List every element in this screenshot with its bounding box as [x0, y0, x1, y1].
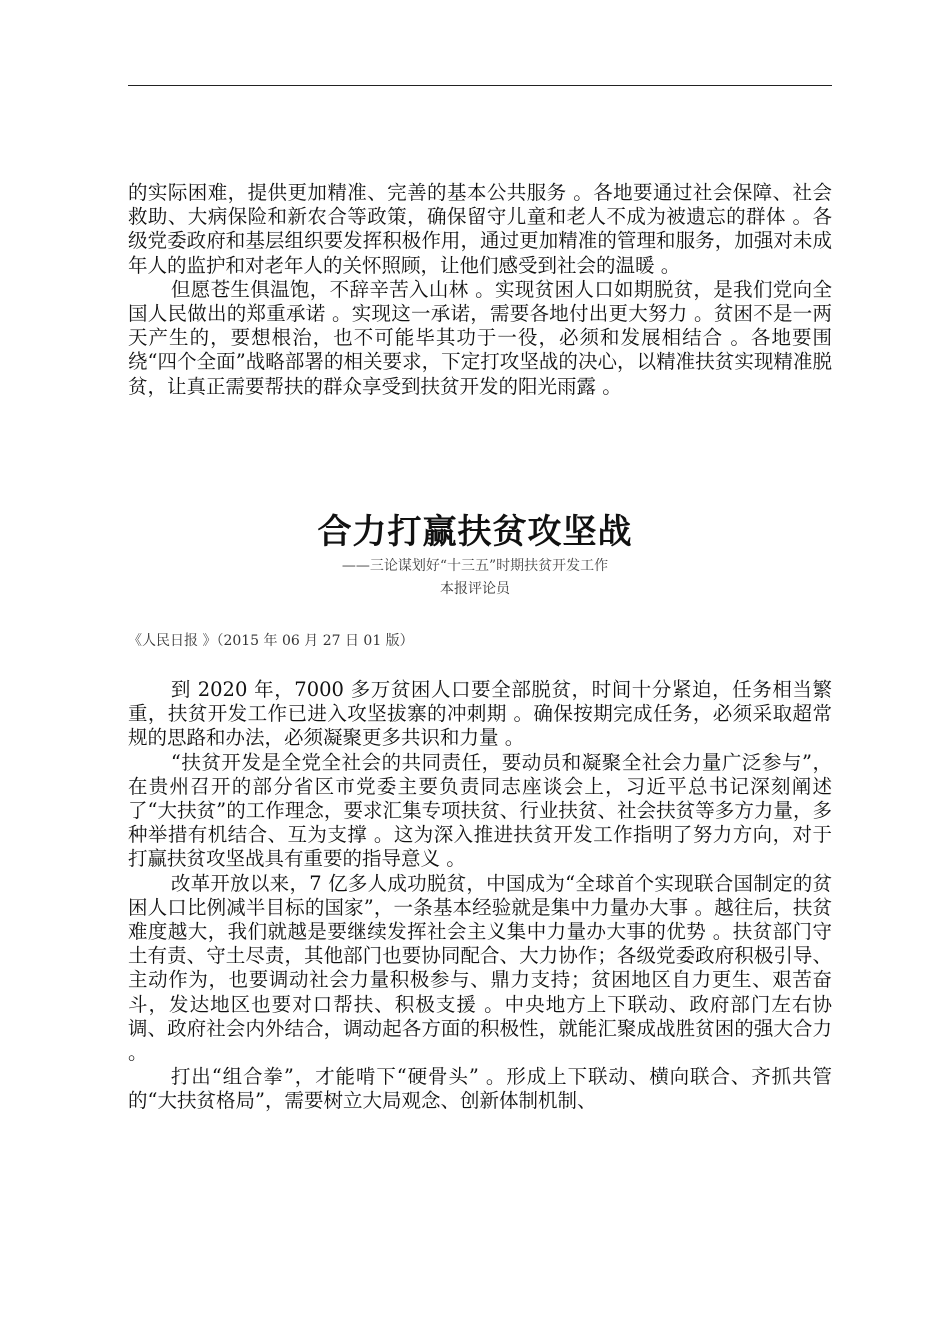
paragraph: 改革开放以来，7 亿多人成功脱贫，中国成为“全球首个实现联合国制定的贫困人口比例减半目标的国家”，一条基本经验就是集中力量办大事 。越往后，扶贫难度越大，我们就越是要继续发挥社会主义集中力量办大事的优势 。扶贫部门守土有责、守土尽责，其他部门也要协同配合、大力协作；各级党委政府积极引导、主动作为，也要调动社会力量积极参与、鼎力支持；贫困地区自力更生、艰苦奋斗，发达地区也要对口帮扶、积极支援 。中央地方上下联动、政府部门左右协调、政府社会内外结合，调动起各方面的积极性，就能汇聚成战胜贫困的强大合力 。 [128, 871, 832, 1065]
paragraph: 打出“组合拳”，才能啃下“硬骨头” 。形成上下联动、横向联合、齐抓共管的“大扶贫格局”，需要树立大局观念、创新体制机制、 [128, 1065, 832, 1113]
article-title: 合力打赢扶贫攻坚战 [317, 512, 633, 552]
header-rule [128, 85, 832, 86]
article-source: 《人民日报 》（2015 年 06 月 27 日 01 版） [128, 633, 414, 649]
continued-text-block [128, 181, 832, 399]
article-subtitle: ——三论谋划好“十三五”时期扶贫开发工作 [341, 558, 609, 574]
paragraph: 到 2020 年，7000 多万贫困人口要全部脱贫，时间十分紧迫，任务相当繁重，扶贫开发工作已进入攻坚拔寨的冲刺期 。确保按期完成任务，必须采取超常规的思路和办法，必须凝聚更多共识和力量 。 [128, 678, 832, 750]
paragraph: “扶贫开发是全党全社会的共同责任，要动员和凝聚全社会力量广泛参与”，在贵州召开的部分省区市党委主要负责同志座谈会上，习近平总书记深刻阐述了“大扶贫”的工作理念，要求汇集专项扶贫、行业扶贫、社会扶贫等多方力量，多种举措有机结合、互为支撑 。这为深入推进扶贫开发工作指明了努力方向，对于打赢扶贫攻坚战具有重要的指导意义 。 [128, 750, 832, 871]
article-body [128, 678, 832, 1114]
article-byline: 本报评论员 [440, 581, 510, 597]
paragraph: 的实际困难，提供更加精准、完善的基本公共服务 。各地要通过社会保障、社会救助、大病保险和新农合等政策，确保留守儿童和老人不成为被遗忘的群体 。各级党委政府和基层组织要发挥积极作用，通过更加精准的管理和服务，加强对未成年人的监护和对老年人的关怀照顾，让他们感受到社会的温暖 。 [128, 181, 832, 277]
paragraph: 但愿苍生俱温饱，不辞辛苦入山林 。实现贫困人口如期脱贫，是我们党向全国人民做出的郑重承诺 。实现这一承诺，需要各地付出更大努力 。贫困不是一两天产生的，要想根治，也不可能毕其功于一役，必须和发展相结合 。各地要围绕“四个全面”战略部署的相关要求，下定打攻坚战的决心，以精准扶贫实现精准脱贫，让真正需要帮扶的群众享受到扶贫开发的阳光雨露 。 [128, 277, 832, 398]
